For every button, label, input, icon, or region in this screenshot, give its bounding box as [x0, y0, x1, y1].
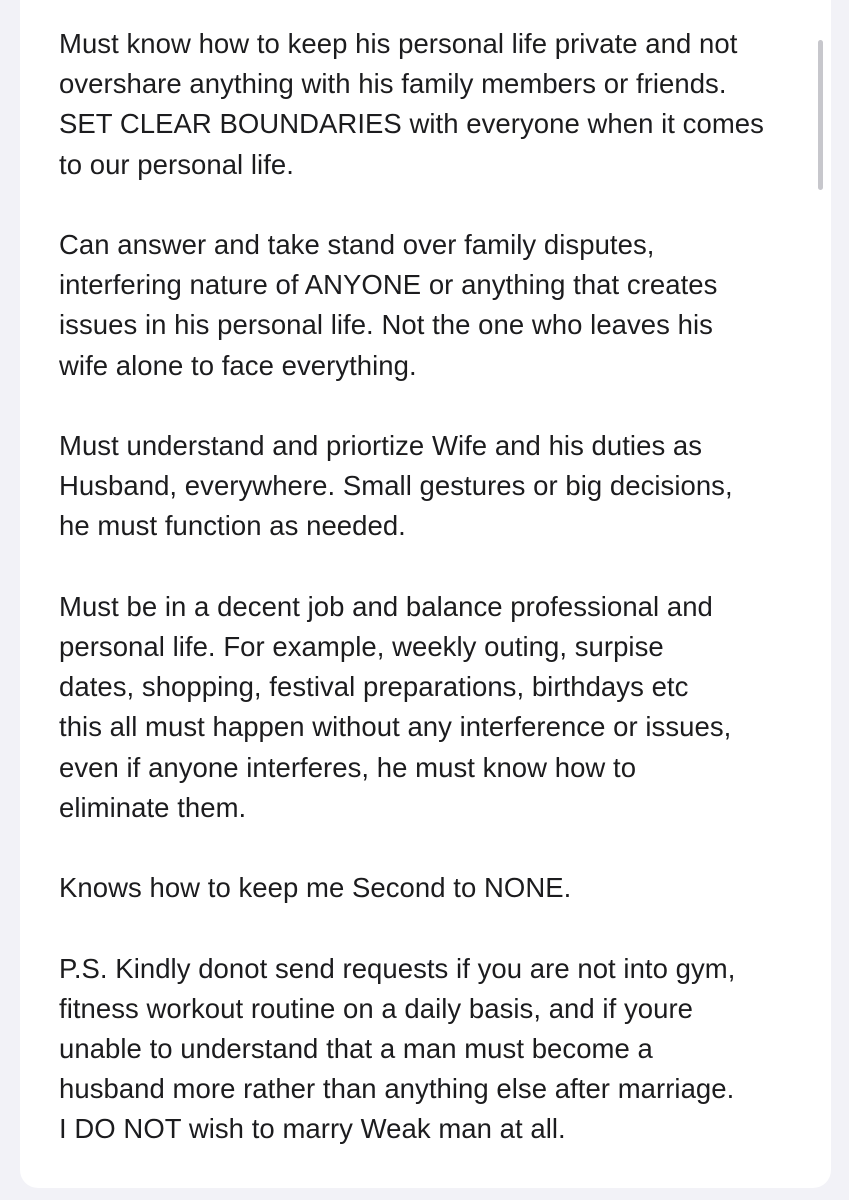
paragraph-disputes	[59, 225, 799, 386]
text-line: Can answer and take stand over family disputes,	[59, 229, 655, 260]
text-line: he must function as needed.	[59, 510, 406, 542]
paragraph-second-to-none	[59, 868, 799, 908]
text-line: personal life. For example, weekly outing, surpise	[59, 631, 664, 662]
text-line: Must be in a decent job and balance professional and	[59, 590, 713, 622]
note-body	[59, 24, 799, 1150]
text-line: dates, shopping, festival preparations, birthdays etc	[59, 671, 689, 703]
text-line: interfering nature of ANYONE or anything that creates	[59, 269, 718, 301]
text-line: overshare anything with his family members or friends.	[59, 68, 727, 100]
text-line: SET CLEAR BOUNDARIES with everyone when it comes	[59, 108, 764, 140]
text-line: Husband, everywhere. Small gestures or big decisions,	[59, 470, 733, 502]
paragraph-priorities	[59, 426, 799, 547]
text-line: wife alone to face everything.	[59, 349, 417, 381]
text-line: Must understand and priortize Wife and his duties as	[59, 430, 703, 461]
text-line: eliminate them.	[59, 791, 247, 823]
text-line: P.S. Kindly donot send requests if you are not into gym,	[59, 952, 736, 984]
text-line: this all must happen without any interference or issues,	[59, 711, 732, 743]
paragraph-job-balance	[59, 587, 799, 828]
text-card	[20, 0, 831, 1188]
text-line: even if anyone interferes, he must know how to	[59, 751, 637, 783]
text-line: issues in his personal life. Not the one who leaves his	[59, 309, 713, 341]
text-line: Knows how to keep me Second to NONE.	[59, 872, 572, 904]
text-line: Must know how to keep his personal life private and not	[59, 28, 738, 59]
text-line: I DO NOT wish to marry Weak man at all.	[59, 1113, 566, 1145]
text-line: fitness workout routine on a daily basis, and if youre	[59, 992, 694, 1024]
text-line: unable to understand that a man must become a	[59, 1033, 653, 1064]
paragraph-privacy	[59, 24, 799, 185]
vertical-scrollbar[interactable]	[818, 40, 823, 190]
text-line: husband more rather than anything else after marriage.	[59, 1073, 735, 1105]
paragraph-postscript	[59, 949, 799, 1150]
text-line: to our personal life.	[59, 148, 294, 180]
